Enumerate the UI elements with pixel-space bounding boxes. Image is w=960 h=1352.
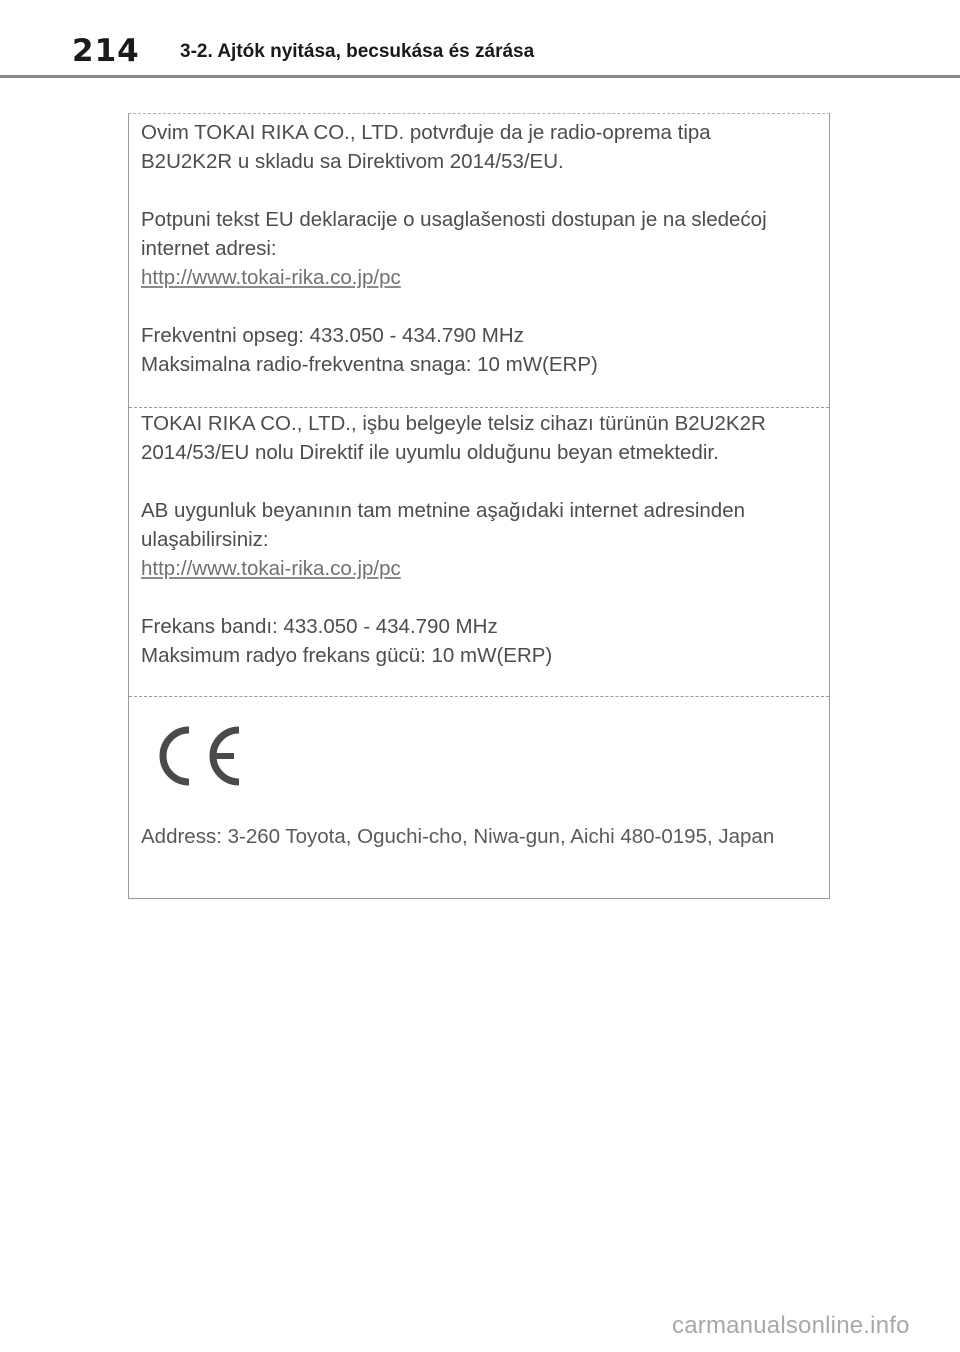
serbian-line-1: Ovim TOKAI RIKA CO., LTD. potvrđuje da je radio-oprema tipa (141, 121, 711, 144)
section-divider (129, 696, 829, 697)
turkish-line-4: ulaşabilirsiniz: (141, 528, 269, 551)
turkish-line-2: 2014/53/EU nolu Direktif ile uyumlu olduğunu beyan etmektedir. (141, 441, 719, 464)
turkish-line-5: Frekans bandı: 433.050 - 434.790 MHz (141, 615, 498, 638)
page-header (0, 0, 960, 80)
serbian-declaration (141, 118, 821, 379)
turkish-url-link[interactable]: http://www.tokai-rika.co.jp/pc (141, 557, 401, 580)
site-watermark: carmanualsonline.info (672, 1312, 910, 1339)
serbian-line-4: internet adresi: (141, 237, 277, 260)
serbian-line-3: Potpuni tekst EU deklaracije o usaglašenosti dostupan je na sledećoj (141, 208, 767, 231)
turkish-declaration (141, 409, 821, 670)
serbian-url-link[interactable]: http://www.tokai-rika.co.jp/pc (141, 266, 401, 289)
header-rule (0, 75, 960, 78)
serbian-line-6: Maksimalna radio-frekventna snaga: 10 mW(ERP) (141, 353, 598, 376)
ce-mark-icon (149, 720, 245, 792)
section-divider (129, 407, 829, 408)
serbian-line-5: Frekventni opseg: 433.050 - 434.790 MHz (141, 324, 524, 347)
declaration-box (128, 113, 830, 899)
manufacturer-address: Address: 3-260 Toyota, Oguchi-cho, Niwa-gun, Aichi 480-0195, Japan (141, 825, 775, 848)
turkish-line-1: TOKAI RIKA CO., LTD., işbu belgeyle telsiz cihazı türünün B2U2K2R (141, 412, 766, 435)
turkish-line-3: AB uygunluk beyanının tam metnine aşağıdaki internet adresinden (141, 499, 745, 522)
turkish-line-6: Maksimum radyo frekans gücü: 10 mW(ERP) (141, 644, 553, 667)
page-number: 214 (72, 33, 140, 69)
section-title: 3-2. Ajtók nyitása, becsukása és zárása (180, 41, 535, 62)
serbian-line-2: B2U2K2R u skladu sa Direktivom 2014/53/EU. (141, 150, 564, 173)
